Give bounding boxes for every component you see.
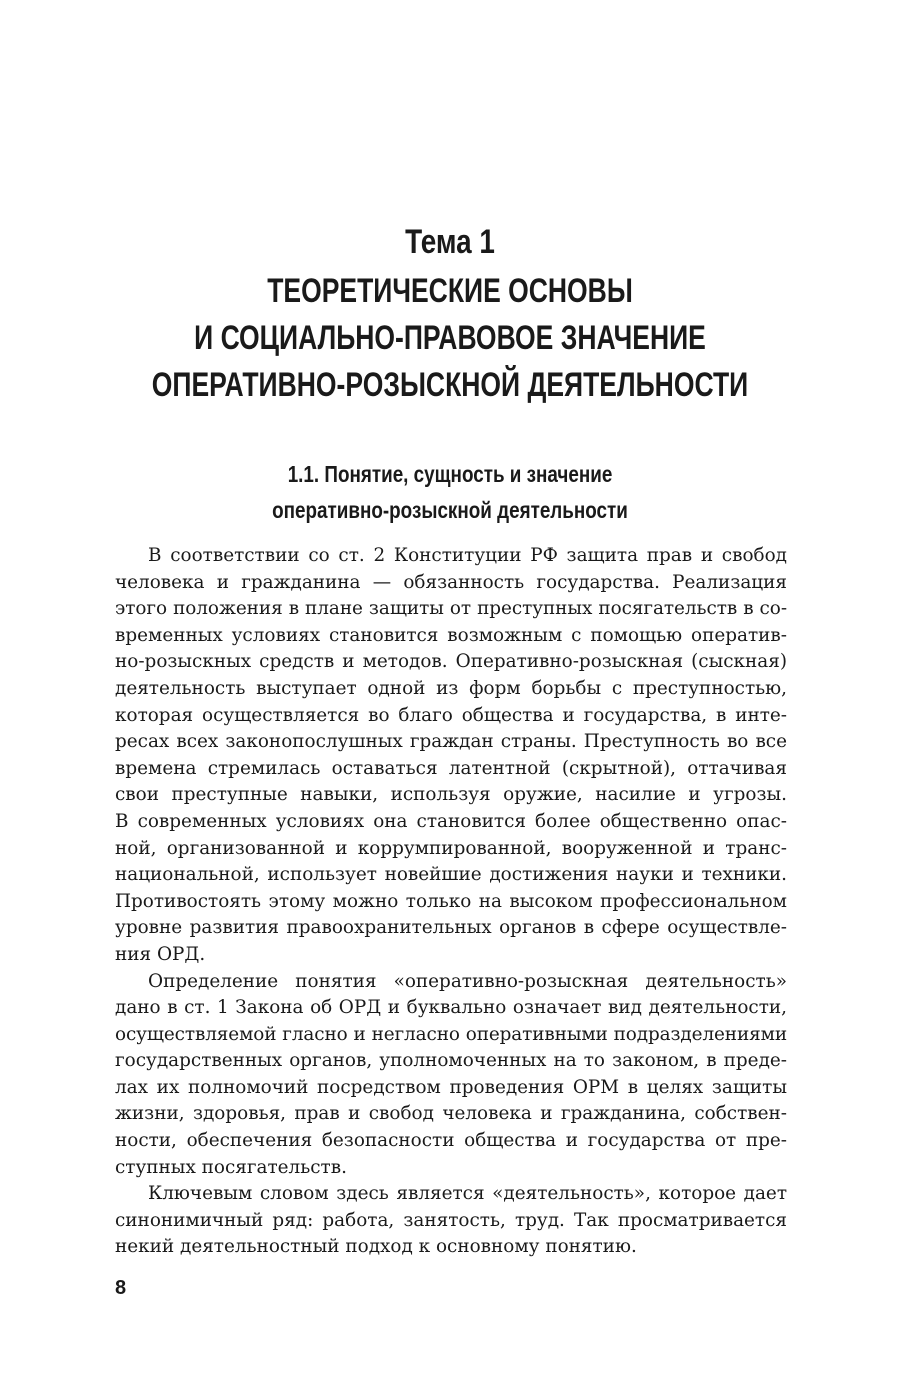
text-line: свои преступные навыки, используя оружие, насилие и угрозы. xyxy=(115,784,787,806)
text-line: времена стремилась оставаться латентной (скрытной), оттачивая xyxy=(115,757,787,779)
text-line: временных условиях становится возможным с помощью оператив- xyxy=(115,624,787,646)
text-line: некий деятельностный подход к основному понятию. xyxy=(115,1236,637,1258)
text-line: ступных посягательств. xyxy=(115,1156,347,1178)
text-line: но-розыскных средств и методов. Оперативно-розыскная (сыскная) xyxy=(115,651,787,673)
chapter-title-line: И СОЦИАЛЬНО-ПРАВОВОЕ ЗНАЧЕНИЕ xyxy=(194,319,706,357)
text-line: В современных условиях она становится более общественно опас- xyxy=(115,810,787,832)
text-line: деятельность выступает одной из форм борьбы с преступностью, xyxy=(115,677,787,699)
text-line: которая осуществляется во благо общества и государства, в инте- xyxy=(115,704,787,726)
topic-label: Тема 1 xyxy=(405,223,495,261)
text-line: В соответствии со ст. 2 Конституции РФ защита прав и свобод xyxy=(148,545,787,566)
body-text xyxy=(115,543,787,1261)
paragraph xyxy=(115,1181,787,1261)
text-line: ной, организованной и коррумпированной, вооруженной и транс- xyxy=(115,837,787,859)
text-line: ресах всех законопослушных граждан страны. Преступность во все xyxy=(115,731,787,753)
text-line: жизни, здоровья, прав и свобод человека и гражданина, собствен- xyxy=(115,1103,787,1125)
section-title-line: оперативно-розыскной деятельности xyxy=(272,497,628,523)
page-number: 8 xyxy=(115,1277,127,1299)
text-line: этого положения в плане защиты от преступных посягательств в со- xyxy=(115,598,787,620)
text-line: Противостоять этому можно только на высоком профессиональном xyxy=(115,890,787,912)
text-line: человека и гражданина — обязанность государства. Реализация xyxy=(115,571,787,593)
text-line: государственных органов, уполномоченных на то законом, в преде- xyxy=(115,1050,787,1072)
text-line: дано в ст. 1 Закона об ОРД и буквально означает вид деятельности, xyxy=(115,997,787,1019)
chapter-title-line: ТЕОРЕТИЧЕСКИЕ ОСНОВЫ xyxy=(267,272,633,310)
chapter-title-line: ОПЕРАТИВНО-РОЗЫСКНОЙ ДЕЯТЕЛЬНОСТИ xyxy=(151,366,749,404)
chapter-title xyxy=(99,268,801,409)
section-title-line: 1.1. Понятие, сущность и значение xyxy=(287,461,613,487)
text-line: Определение понятия «оперативно-розыскная деятельность» xyxy=(148,970,787,992)
text-line: Ключевым словом здесь является «деятельность», которое дает xyxy=(148,1183,787,1205)
text-line: синонимичный ряд: работа, занятость, труд. Так просматривается xyxy=(115,1209,787,1231)
paragraph xyxy=(115,543,787,969)
text-line: ности, обеспечения безопасности общества и государства от пре- xyxy=(115,1130,787,1152)
text-line: лах их полномочий посредством проведения ОРМ в целях защиты xyxy=(115,1076,787,1098)
paragraph xyxy=(115,969,787,1182)
text-line: уровне развития правоохранительных органов в сфере осуществле- xyxy=(115,917,787,939)
text-line: национальной, использует новейшие достижения науки и техники. xyxy=(115,864,787,886)
text-line: ния ОРД. xyxy=(115,943,206,965)
text-line: осуществляемой гласно и негласно оперативными подразделениями xyxy=(115,1023,787,1045)
section-title xyxy=(81,456,819,528)
